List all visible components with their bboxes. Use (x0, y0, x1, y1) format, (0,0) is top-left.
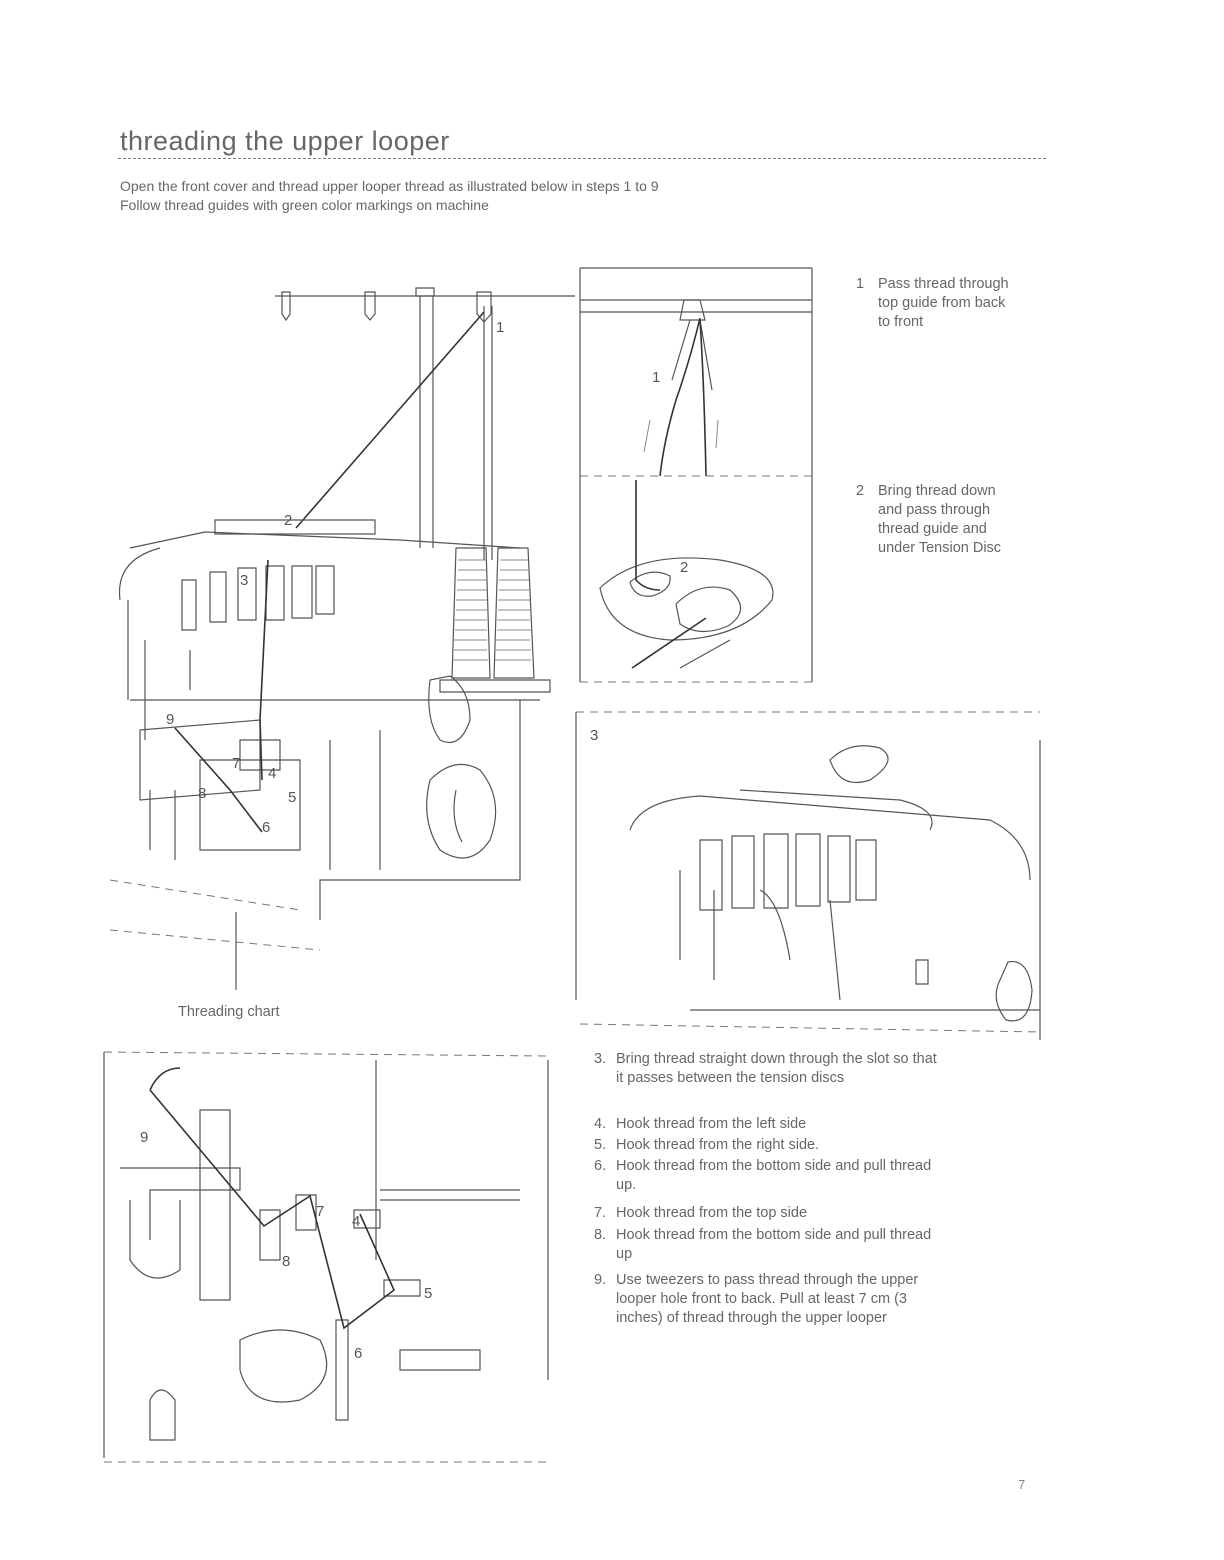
label-6: 6 (262, 819, 271, 836)
step-number: 1 (856, 276, 865, 292)
step-7: 7. Hook thread from the top side (594, 1205, 808, 1221)
label-5: 5 (288, 789, 297, 806)
label-4: 4 (268, 765, 277, 782)
intro-line-2: Follow thread guides with green color markings on machine (120, 197, 489, 213)
label-2: 2 (284, 512, 293, 529)
label-9: 9 (166, 711, 175, 728)
detail-label-1: 1 (652, 369, 661, 386)
step-4: 4. Hook thread from the left side (594, 1116, 807, 1132)
detail-step-1-figure (580, 268, 812, 682)
threading-chart-caption: Threading chart (178, 1004, 280, 1020)
step-2: 2 Bring thread down and pass through thread guide and under Tension Disc (856, 483, 1002, 556)
step-3: 3. Bring thread straight down through the slot so that it passes between the tension discs (594, 1051, 937, 1086)
main-machine-figure (110, 288, 575, 990)
detail-step-3-figure (576, 712, 1040, 1040)
step-9: 9. Use tweezers to pass thread through the upper looper hole front to back. Pull at least 7 cm (3 inches) of thread through the upper looper (594, 1272, 919, 1326)
detail-label-3: 3 (590, 727, 599, 744)
label-7: 7 (232, 755, 241, 772)
step-number: 2 (856, 483, 865, 499)
label-8: 8 (198, 785, 207, 802)
label-1: 1 (496, 319, 505, 336)
step-6: 6. Hook thread from the bottom side and pull thread up. (594, 1158, 932, 1193)
label-3: 3 (240, 572, 249, 589)
looper-label-9: 9 (140, 1129, 149, 1146)
detail-label-2: 2 (680, 559, 689, 576)
page-number: 7 (1018, 1477, 1026, 1492)
step-1: 1 Pass thread through top guide from back to front (856, 276, 1009, 330)
intro-line-1: Open the front cover and thread upper looper thread as illustrated below in steps 1 to 9 (120, 178, 659, 194)
page-title: threading the upper looper (120, 126, 450, 157)
detail-step-2-figure (580, 476, 812, 682)
detail-looper-figure (104, 1052, 548, 1462)
looper-label-8: 8 (282, 1253, 291, 1270)
looper-label-7: 7 (316, 1203, 325, 1220)
step-8: 8. Hook thread from the bottom side and pull thread up (594, 1227, 932, 1262)
looper-label-5: 5 (424, 1285, 433, 1302)
looper-label-4: 4 (352, 1213, 361, 1230)
spool-icon (440, 548, 550, 692)
step-5: 5. Hook thread from the right side. (594, 1137, 820, 1153)
looper-label-6: 6 (354, 1345, 363, 1362)
